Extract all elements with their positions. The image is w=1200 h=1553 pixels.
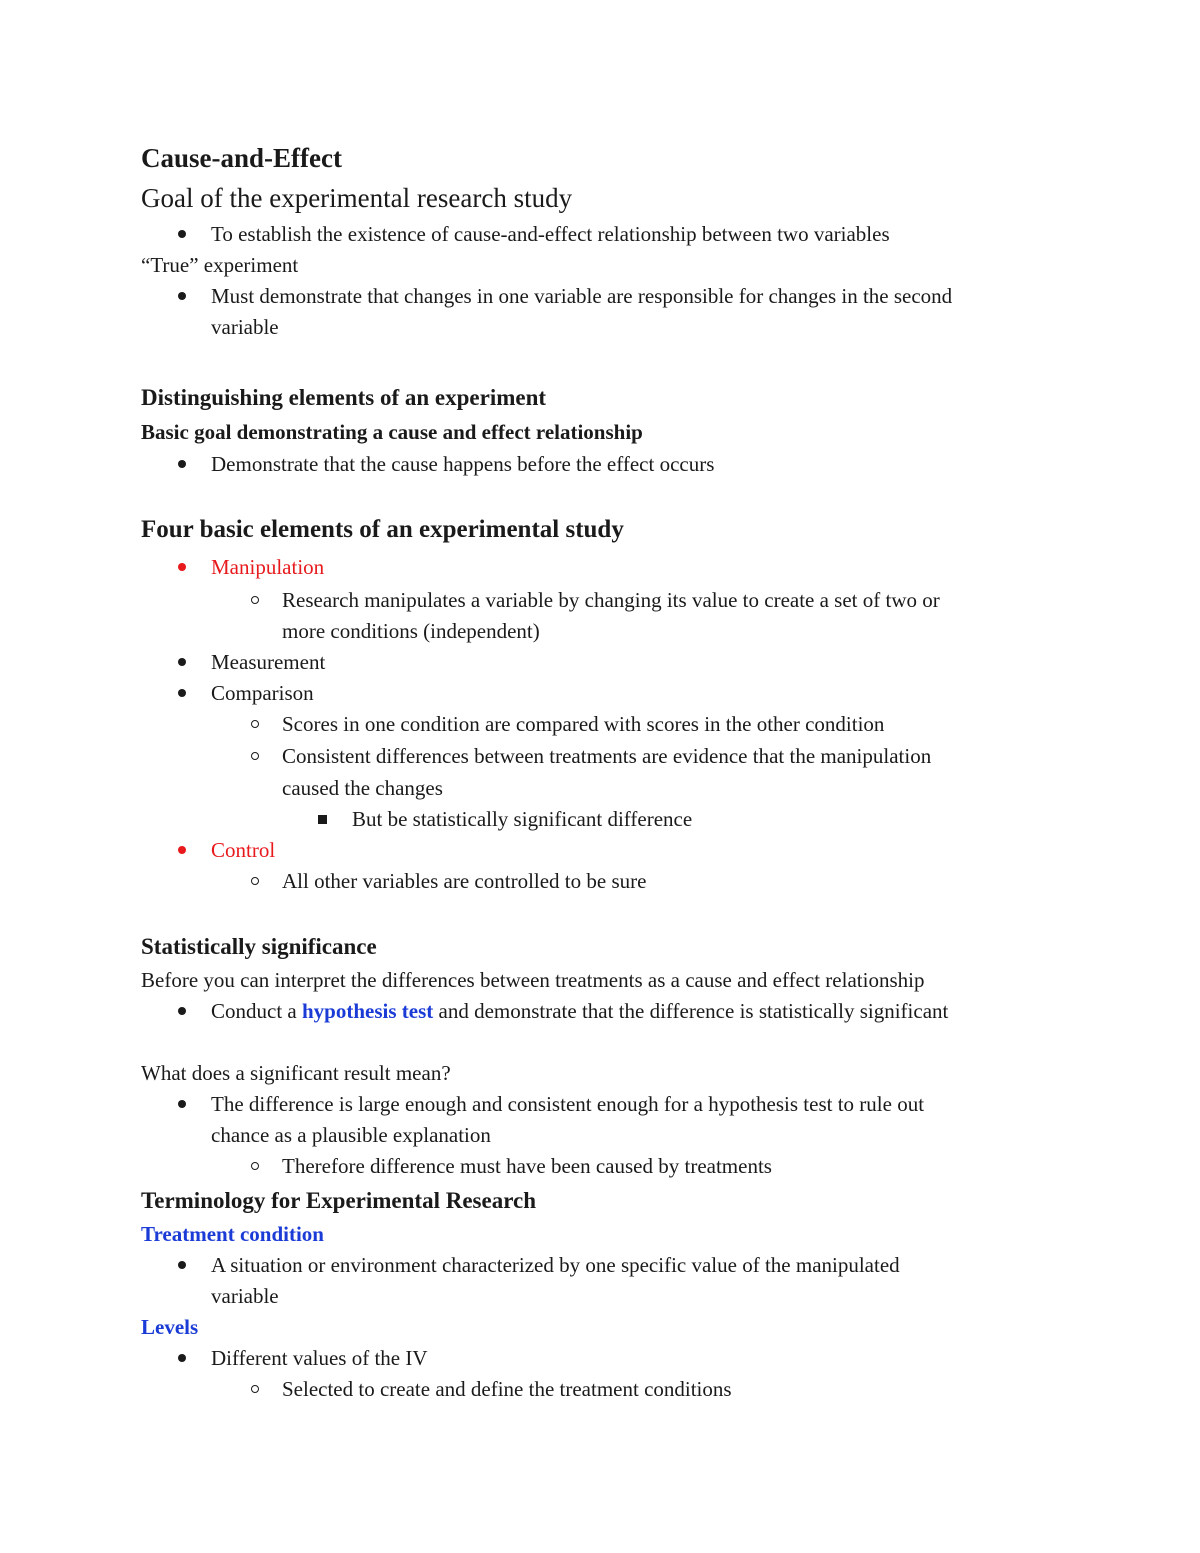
manipulation-sub-line2: more conditions (independent) — [282, 619, 540, 643]
levels-definition: Different values of the IV — [211, 1346, 428, 1370]
terminology-heading: Terminology for Experimental Research — [141, 1188, 536, 1213]
circle-bullet-icon — [251, 720, 259, 728]
basic-goal-subheading: Basic goal demonstrating a cause and effect relationship — [141, 420, 643, 444]
bullet-icon — [178, 460, 186, 468]
circle-bullet-icon — [251, 1385, 259, 1393]
levels-term: Levels — [141, 1315, 199, 1339]
true-experiment-bullet-line2: variable — [211, 315, 279, 339]
comparison-sub2-sub: But be statistically significant difference — [352, 807, 693, 831]
bullet-icon — [178, 1354, 186, 1362]
control-sub: All other variables are controlled to be sure — [282, 869, 647, 893]
basic-goal-bullet: Demonstrate that the cause happens before the effect occurs — [211, 452, 715, 476]
comparison-sub2-line1: Consistent differences between treatments are evidence that the manipulation — [282, 744, 932, 768]
treatment-condition-term: Treatment condition — [141, 1222, 324, 1246]
measurement-label: Measurement — [211, 650, 326, 674]
manipulation-sub-line1: Research manipulates a variable by changing its value to create a set of two or — [282, 588, 940, 612]
manipulation-label: Manipulation — [211, 555, 325, 579]
bullet-icon — [178, 1100, 186, 1108]
goal-heading: Goal of the experimental research study — [141, 183, 573, 213]
hypothesis-bullet — [211, 1001, 948, 1022]
circle-bullet-icon — [251, 752, 259, 760]
distinguishing-heading: Distinguishing elements of an experiment — [141, 385, 547, 410]
bullet-icon — [178, 292, 186, 300]
square-bullet-icon — [318, 815, 327, 824]
treatment-definition-line2: variable — [211, 1284, 279, 1308]
comparison-sub1: Scores in one condition are compared with scores in the other condition — [282, 712, 885, 736]
circle-bullet-icon — [251, 877, 259, 885]
bullet-icon — [178, 1007, 186, 1015]
significance-heading: Statistically significance — [141, 934, 377, 959]
bullet-icon — [178, 689, 186, 697]
hypothesis-bullet-after: and demonstrate that the difference is statistically significant — [433, 999, 949, 1023]
significance-intro: Before you can interpret the differences between treatments as a cause and effect relationship — [141, 968, 925, 992]
goal-bullet: To establish the existence of cause-and-effect relationship between two variables — [211, 222, 890, 246]
page-title: Cause-and-Effect — [141, 143, 342, 173]
bullet-icon — [178, 846, 186, 854]
bullet-icon — [178, 563, 186, 571]
comparison-sub2-line2: caused the changes — [282, 776, 443, 800]
bullet-icon — [178, 658, 186, 666]
four-elements-heading: Four basic elements of an experimental study — [141, 516, 624, 543]
hypothesis-bullet-before: Conduct a — [211, 999, 302, 1023]
significant-result-question: What does a significant result mean? — [141, 1061, 451, 1085]
significant-answer-sub: Therefore difference must have been caused by treatments — [282, 1154, 772, 1178]
bullet-icon — [178, 1261, 186, 1269]
control-label: Control — [211, 838, 276, 862]
true-experiment-bullet-line1: Must demonstrate that changes in one variable are responsible for changes in the second — [211, 284, 953, 308]
bullet-icon — [178, 230, 186, 238]
significant-answer-line2: chance as a plausible explanation — [211, 1123, 491, 1147]
circle-bullet-icon — [251, 596, 259, 604]
circle-bullet-icon — [251, 1162, 259, 1170]
significant-answer-line1: The difference is large enough and consistent enough for a hypothesis test to rule out — [211, 1092, 925, 1116]
comparison-label: Comparison — [211, 681, 314, 705]
true-experiment-label: “True” experiment — [141, 253, 299, 277]
levels-sub: Selected to create and define the treatment conditions — [282, 1377, 732, 1401]
hypothesis-test-term: hypothesis test — [301, 999, 434, 1023]
treatment-definition-line1: A situation or environment characterized by one specific value of the manipulated — [211, 1253, 900, 1277]
